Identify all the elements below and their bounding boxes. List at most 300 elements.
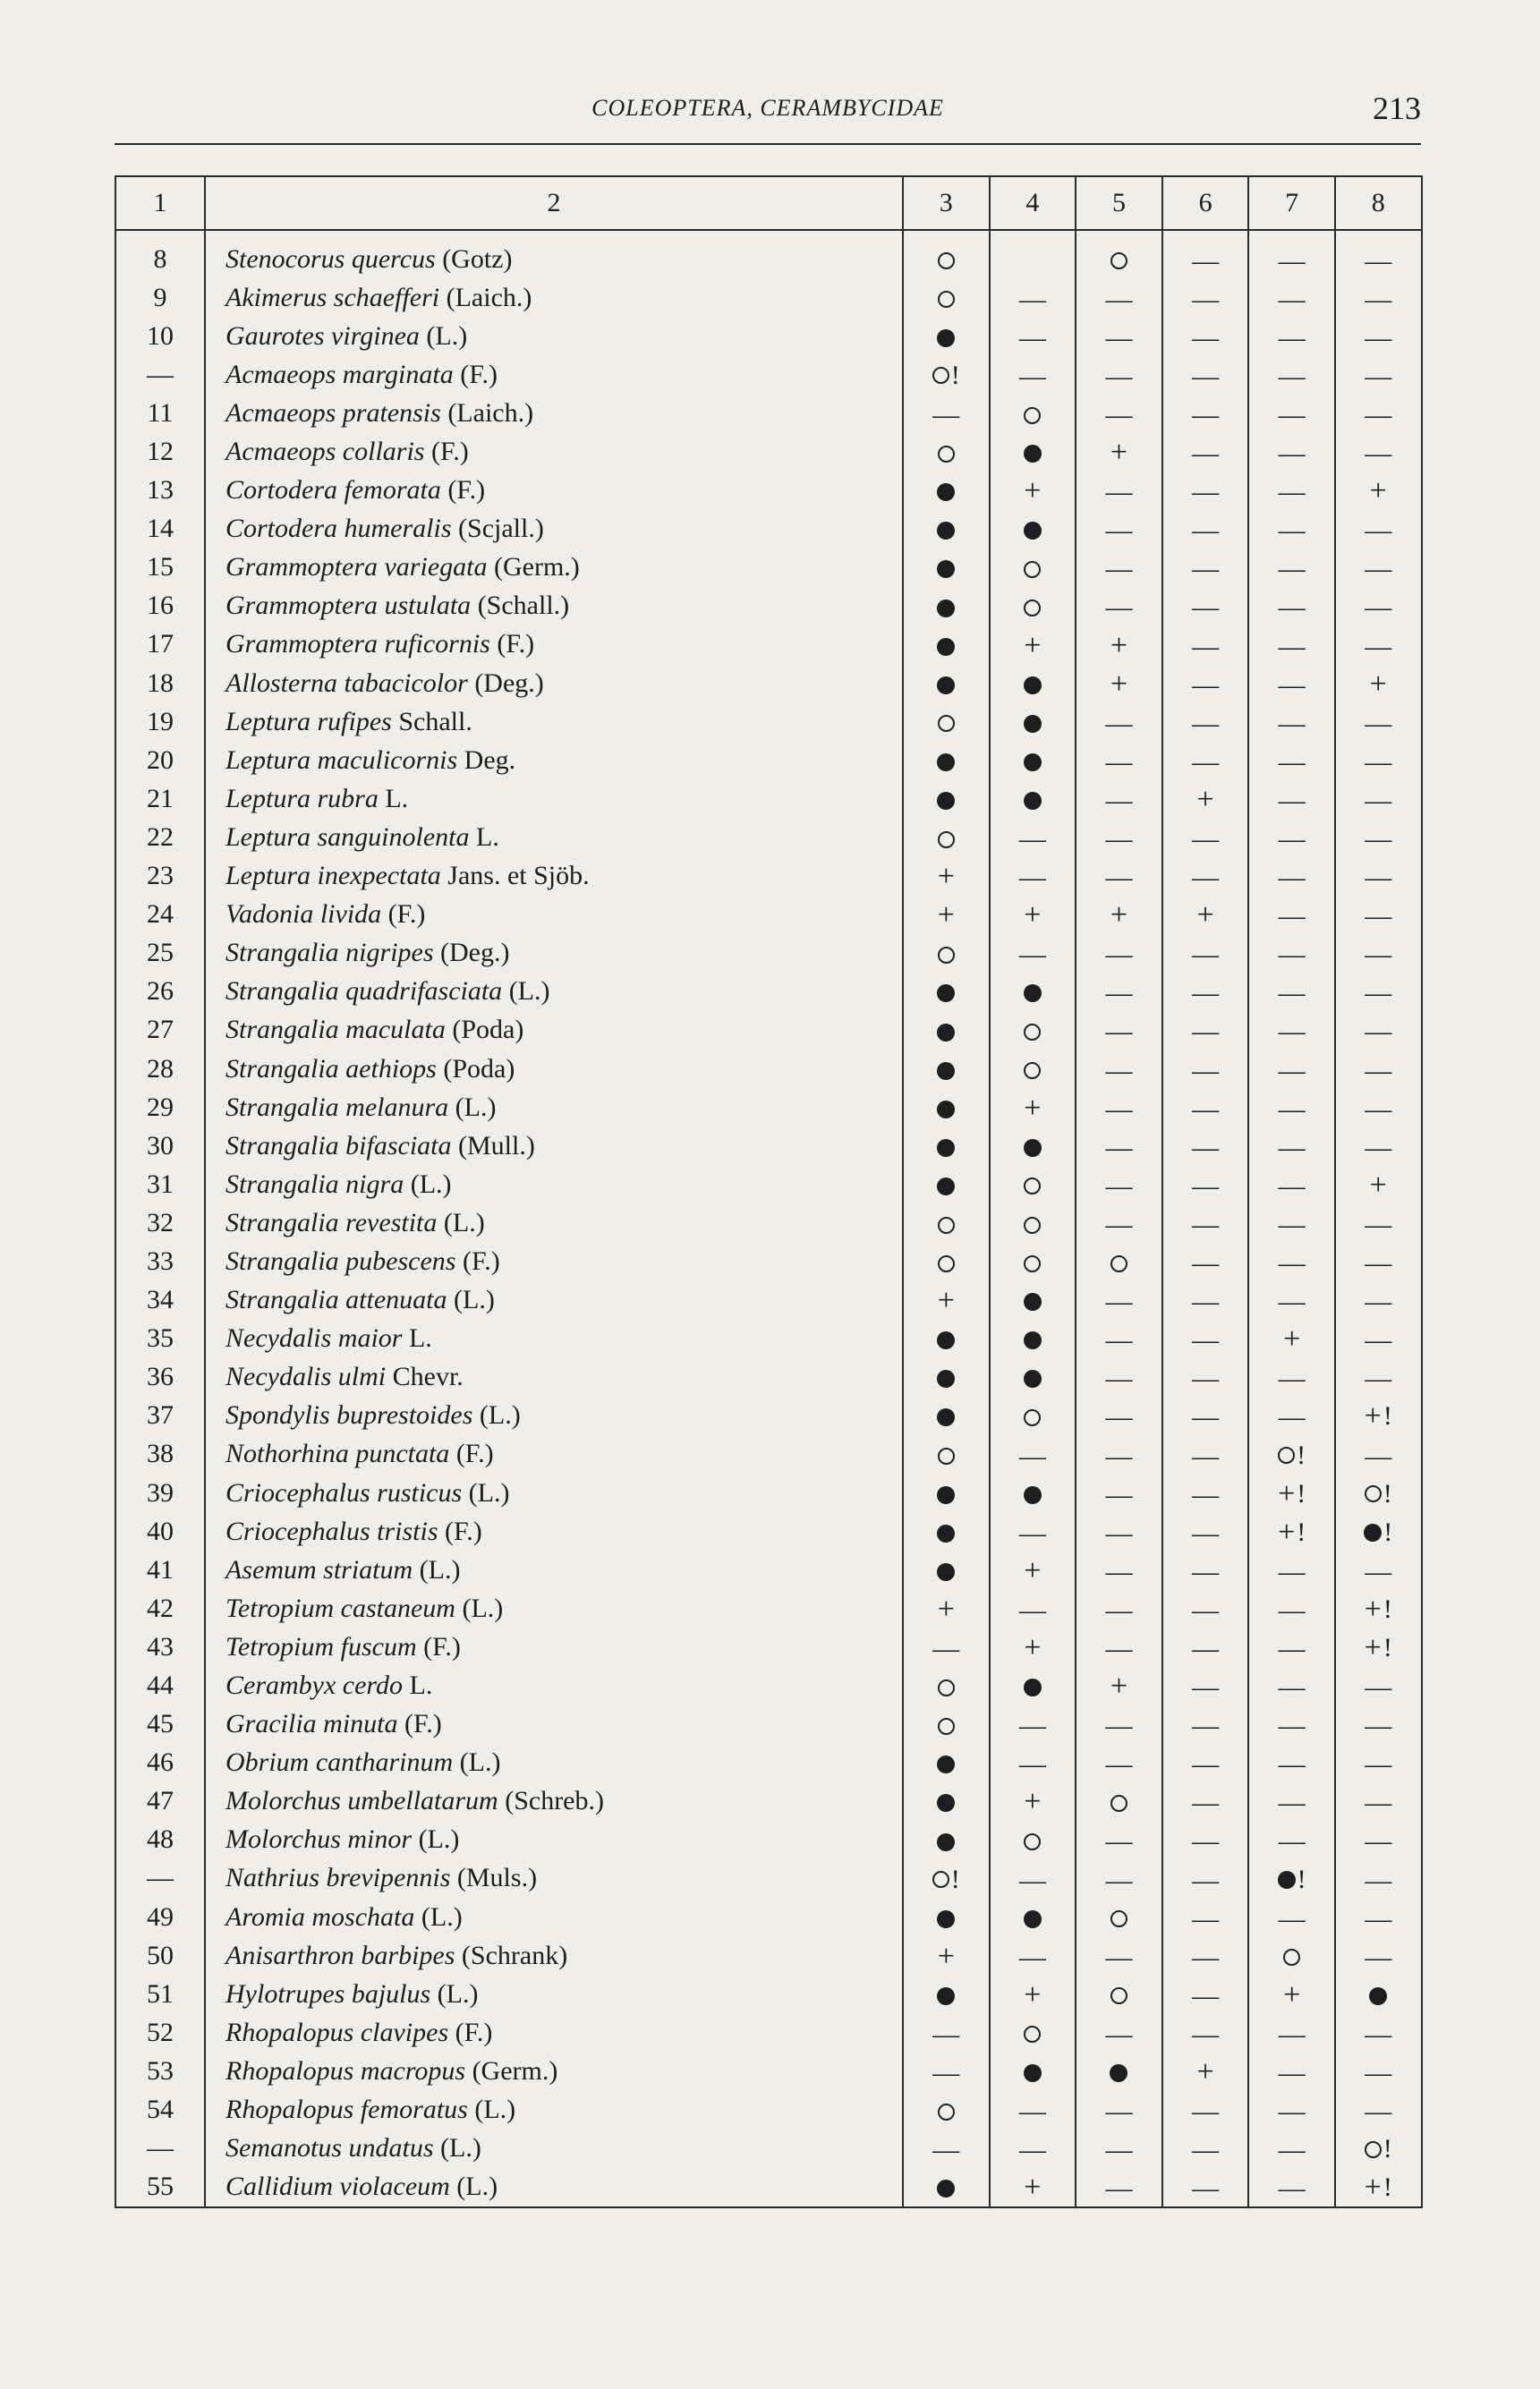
dash-mark: — bbox=[1278, 824, 1306, 854]
occurrence-mark-cell bbox=[1076, 1165, 1162, 1203]
occurrence-mark-cell bbox=[1248, 1126, 1335, 1165]
dash-mark: — bbox=[1365, 592, 1392, 623]
occurrence-mark-cell bbox=[990, 1512, 1076, 1551]
column-header: 2 bbox=[205, 176, 903, 230]
occurrence-mark-cell bbox=[1248, 664, 1335, 702]
dash-mark: — bbox=[1192, 939, 1220, 970]
dash-mark: — bbox=[1278, 2173, 1306, 2204]
open-circle-icon bbox=[932, 367, 949, 384]
occurrence-mark-cell bbox=[990, 432, 1076, 471]
open-circle-icon bbox=[1278, 1447, 1295, 1464]
dash-mark: — bbox=[1192, 1093, 1220, 1124]
occurrence-mark-cell bbox=[990, 1936, 1076, 1975]
dash-mark: — bbox=[1278, 1209, 1306, 1239]
filled-circle-icon bbox=[937, 984, 955, 1002]
occurrence-mark-cell bbox=[903, 472, 990, 510]
row-number: 14 bbox=[115, 510, 205, 548]
occurrence-mark-cell bbox=[1248, 548, 1335, 587]
species-author: (Schall.) bbox=[477, 591, 570, 621]
occurrence-mark-cell bbox=[1162, 625, 1249, 664]
occurrence-mark-cell bbox=[1076, 2168, 1162, 2207]
dash-mark: — bbox=[1192, 2135, 1220, 2165]
dash-mark: — bbox=[1192, 669, 1220, 700]
dash-mark: — bbox=[1278, 361, 1306, 391]
occurrence-mark-cell bbox=[1248, 741, 1335, 779]
row-number: 9 bbox=[115, 278, 205, 317]
filled-circle-icon bbox=[937, 1910, 955, 1928]
filled-circle-icon bbox=[937, 1331, 955, 1349]
dash-mark: — bbox=[1365, 1711, 1392, 1741]
open-circle-icon bbox=[1283, 1949, 1300, 1966]
row-number: 15 bbox=[115, 548, 205, 587]
species-author: (Schreb.) bbox=[505, 1786, 604, 1816]
occurrence-mark-cell bbox=[1162, 1936, 1249, 1975]
occurrence-mark-cell bbox=[1248, 587, 1335, 625]
occurrence-mark-cell bbox=[903, 857, 990, 896]
row-number: 46 bbox=[115, 1744, 205, 1782]
occurrence-mark-cell bbox=[1076, 1320, 1162, 1358]
occurrence-mark-cell bbox=[1335, 1281, 1422, 1320]
species-name: Molorchus minor bbox=[225, 1824, 413, 1855]
species-name: Necydalis ulmi bbox=[225, 1362, 387, 1392]
row-number: 29 bbox=[115, 1088, 205, 1126]
occurrence-mark-cell bbox=[990, 818, 1076, 856]
filled-circle-icon bbox=[1024, 1139, 1042, 1157]
occurrence-mark-cell bbox=[990, 1821, 1076, 1859]
row-number: 38 bbox=[115, 1435, 205, 1474]
occurrence-mark-cell bbox=[903, 432, 990, 471]
species-name-cell bbox=[205, 1397, 903, 1435]
species-name-cell bbox=[205, 278, 903, 317]
occurrence-mark-cell bbox=[1335, 2013, 1422, 2052]
occurrence-mark-cell bbox=[1076, 1242, 1162, 1280]
plus-mark: + bbox=[1024, 898, 1042, 932]
occurrence-mark-cell bbox=[1335, 1859, 1422, 1898]
dash-mark: — bbox=[1192, 1633, 1220, 1663]
occurrence-mark-cell bbox=[903, 779, 990, 818]
occurrence-mark-cell bbox=[1162, 857, 1249, 896]
occurrence-mark-cell bbox=[903, 548, 990, 587]
row-number: 10 bbox=[115, 317, 205, 355]
dash-mark: — bbox=[1192, 2019, 1220, 2049]
row-number: 22 bbox=[115, 818, 205, 856]
occurrence-mark-cell bbox=[1248, 1474, 1335, 1512]
occurrence-mark-cell bbox=[903, 1628, 990, 1666]
filled-circle-icon bbox=[937, 1139, 955, 1157]
occurrence-mark-cell bbox=[1335, 355, 1422, 394]
dash-mark: — bbox=[1278, 2058, 1306, 2087]
species-name-cell bbox=[205, 548, 903, 587]
occurrence-mark-cell bbox=[903, 934, 990, 973]
table-row bbox=[115, 1474, 1422, 1512]
species-author: (F.) bbox=[455, 2017, 493, 2047]
species-author: (L.) bbox=[421, 1901, 463, 1932]
dash-mark: — bbox=[1018, 1518, 1046, 1548]
dash-mark: — bbox=[1278, 939, 1306, 970]
table-row bbox=[115, 1088, 1422, 1126]
occurrence-mark-cell bbox=[1076, 548, 1162, 587]
occurrence-mark-cell bbox=[1162, 1435, 1249, 1474]
occurrence-mark-cell bbox=[1162, 818, 1249, 856]
occurrence-mark-cell bbox=[1248, 1821, 1335, 1859]
plus-mark: + bbox=[937, 860, 955, 894]
dash-mark: — bbox=[1105, 978, 1133, 1008]
row-number: 37 bbox=[115, 1397, 205, 1435]
occurrence-mark-cell bbox=[1248, 1551, 1335, 1589]
dash-mark: — bbox=[1105, 1865, 1133, 1895]
table-row bbox=[115, 1435, 1422, 1474]
occurrence-mark-cell bbox=[1162, 355, 1249, 394]
open-circle-icon bbox=[938, 446, 955, 463]
occurrence-mark-cell bbox=[990, 934, 1076, 973]
occurrence-mark-cell bbox=[1076, 1744, 1162, 1782]
species-name: Leptura rufipes bbox=[225, 706, 392, 736]
row-number: — bbox=[115, 1859, 205, 1898]
occurrence-mark-cell bbox=[1335, 2091, 1422, 2130]
occurrence-mark-cell bbox=[1162, 1859, 1249, 1898]
filled-circle-icon bbox=[937, 676, 955, 694]
dash-mark: — bbox=[1192, 708, 1220, 738]
species-name: Cerambyx cerdo bbox=[225, 1671, 403, 1701]
species-name-cell bbox=[205, 1551, 903, 1589]
dash-mark: — bbox=[932, 2058, 960, 2087]
table-row bbox=[115, 1203, 1422, 1242]
dash-mark: — bbox=[1192, 554, 1220, 584]
dash-mark: — bbox=[1278, 245, 1306, 276]
species-author: (L.) bbox=[437, 1978, 479, 2009]
filled-circle-icon bbox=[1364, 1524, 1382, 1542]
occurrence-mark-cell bbox=[1248, 1898, 1335, 1936]
open-circle-icon bbox=[1024, 561, 1041, 578]
occurrence-mark-cell bbox=[1335, 1512, 1422, 1551]
dash-mark: — bbox=[1365, 1093, 1392, 1124]
dash-mark: — bbox=[1365, 1749, 1392, 1780]
dash-mark: — bbox=[1192, 1556, 1220, 1586]
dash-mark: — bbox=[1105, 554, 1133, 584]
filled-circle-icon bbox=[1024, 522, 1042, 540]
occurrence-mark-cell bbox=[1248, 934, 1335, 973]
dash-mark: — bbox=[1192, 399, 1220, 429]
dash-mark: — bbox=[1365, 863, 1392, 893]
dash-mark: — bbox=[1192, 2173, 1220, 2204]
filled-circle-icon bbox=[1024, 1331, 1042, 1349]
dash-mark: — bbox=[1105, 746, 1133, 777]
occurrence-mark-cell bbox=[990, 1898, 1076, 1936]
dash-mark: — bbox=[1365, 284, 1392, 314]
filled-circle-icon bbox=[937, 329, 955, 347]
occurrence-mark-cell bbox=[990, 741, 1076, 779]
open-circle-icon bbox=[1365, 2141, 1382, 2158]
dash-mark: — bbox=[1192, 1826, 1220, 1857]
species-name-cell bbox=[205, 355, 903, 394]
dash-mark: — bbox=[1278, 1093, 1306, 1124]
occurrence-mark-cell bbox=[990, 1397, 1076, 1435]
species-name-cell bbox=[205, 1782, 903, 1821]
dash-mark: — bbox=[1018, 2135, 1046, 2165]
occurrence-mark-cell bbox=[1248, 2168, 1335, 2207]
occurrence-mark-cell bbox=[1335, 278, 1422, 317]
table-row bbox=[115, 317, 1422, 355]
occurrence-mark-cell bbox=[903, 394, 990, 432]
table-row bbox=[115, 779, 1422, 818]
species-name: Grammoptera variegata bbox=[225, 552, 488, 582]
species-name-cell bbox=[205, 1474, 903, 1512]
occurrence-mark-cell bbox=[990, 230, 1076, 278]
species-name-cell bbox=[205, 934, 903, 973]
species-name-cell bbox=[205, 625, 903, 664]
species-name: Akimerus schaefferi bbox=[225, 282, 440, 312]
exclamation-mark: ! bbox=[1383, 1517, 1393, 1547]
occurrence-mark-cell bbox=[1076, 1859, 1162, 1898]
row-number: 25 bbox=[115, 934, 205, 973]
row-number: 31 bbox=[115, 1165, 205, 1203]
table-row bbox=[115, 934, 1422, 973]
occurrence-mark-cell bbox=[1335, 1358, 1422, 1397]
occurrence-mark-cell bbox=[1162, 1203, 1249, 1242]
dash-mark: — bbox=[1365, 438, 1392, 469]
occurrence-mark-cell bbox=[903, 1165, 990, 1203]
dash-mark: — bbox=[1278, 1170, 1306, 1201]
occurrence-mark-cell bbox=[903, 510, 990, 548]
occurrence-mark-cell bbox=[1248, 1512, 1335, 1551]
occurrence-mark-cell bbox=[1076, 741, 1162, 779]
species-author: (L.) bbox=[508, 976, 550, 1007]
row-number: 52 bbox=[115, 2013, 205, 2052]
column-header: 4 bbox=[990, 176, 1076, 230]
filled-circle-icon bbox=[1369, 1987, 1387, 2005]
open-circle-icon bbox=[1110, 252, 1127, 269]
species-name-cell bbox=[205, 1088, 903, 1126]
row-number: 33 bbox=[115, 1242, 205, 1280]
row-number: 45 bbox=[115, 1705, 205, 1744]
occurrence-mark-cell bbox=[1076, 1975, 1162, 2013]
row-number: 21 bbox=[115, 779, 205, 818]
occurrence-mark-cell bbox=[1248, 2091, 1335, 2130]
species-table bbox=[115, 175, 1423, 2208]
species-name: Spondylis buprestoides bbox=[225, 1400, 473, 1431]
dash-mark: — bbox=[1105, 1016, 1133, 1047]
occurrence-mark-cell bbox=[1248, 2013, 1335, 2052]
dash-mark: — bbox=[1018, 1711, 1046, 1741]
open-circle-icon bbox=[1024, 1255, 1041, 1272]
dash-mark: — bbox=[1365, 1016, 1392, 1047]
occurrence-mark-cell bbox=[1162, 510, 1249, 548]
occurrence-mark-cell bbox=[1076, 510, 1162, 548]
species-name: Acmaeops pratensis bbox=[225, 397, 441, 428]
occurrence-mark-cell bbox=[1162, 1165, 1249, 1203]
species-name: Acmaeops marginata bbox=[225, 359, 454, 389]
row-number: 12 bbox=[115, 432, 205, 471]
species-author: (F.) bbox=[445, 1516, 482, 1546]
species-author: Schall. bbox=[398, 706, 472, 736]
species-author: (Germ.) bbox=[472, 2055, 558, 2086]
dash-mark: — bbox=[932, 2019, 960, 2049]
occurrence-mark-cell bbox=[1335, 1050, 1422, 1088]
table-row bbox=[115, 1551, 1422, 1589]
occurrence-mark-cell bbox=[1335, 2130, 1422, 2168]
occurrence-mark-cell bbox=[1335, 1936, 1422, 1975]
open-circle-icon bbox=[938, 2104, 955, 2121]
species-author: (L.) bbox=[474, 2095, 516, 2125]
dash-mark: — bbox=[1105, 708, 1133, 738]
occurrence-mark-cell bbox=[1335, 1126, 1422, 1165]
species-author: (L.) bbox=[419, 1554, 461, 1585]
species-author: (F.) bbox=[447, 475, 486, 506]
open-circle-icon bbox=[1024, 1062, 1041, 1079]
species-name-cell bbox=[205, 896, 903, 934]
dash-mark: — bbox=[1192, 361, 1220, 391]
occurrence-mark-cell bbox=[990, 1705, 1076, 1744]
occurrence-mark-cell bbox=[1248, 1242, 1335, 1280]
occurrence-mark-cell bbox=[1162, 1821, 1249, 1859]
dash-mark: — bbox=[1365, 1441, 1392, 1471]
occurrence-mark-cell bbox=[990, 1011, 1076, 1050]
dash-mark: — bbox=[1105, 1209, 1133, 1239]
occurrence-mark-cell bbox=[1076, 278, 1162, 317]
dash-mark: — bbox=[1018, 2096, 1046, 2127]
occurrence-mark-cell bbox=[990, 1859, 1076, 1898]
open-circle-icon bbox=[1024, 1409, 1041, 1426]
occurrence-mark-cell bbox=[1248, 510, 1335, 548]
occurrence-mark-cell bbox=[903, 1242, 990, 1280]
filled-circle-icon bbox=[937, 1370, 955, 1388]
dash-mark: — bbox=[1278, 746, 1306, 777]
occurrence-mark-cell bbox=[1076, 896, 1162, 934]
species-name-cell bbox=[205, 702, 903, 741]
dash-mark: — bbox=[1278, 1556, 1306, 1586]
dash-mark: — bbox=[1278, 1364, 1306, 1394]
occurrence-mark-cell bbox=[990, 702, 1076, 741]
table-header-row bbox=[115, 176, 1422, 230]
species-name: Strangalia revestita bbox=[225, 1207, 438, 1237]
row-number: 42 bbox=[115, 1589, 205, 1628]
row-number: 41 bbox=[115, 1551, 205, 1589]
running-head bbox=[115, 89, 1421, 143]
open-circle-icon bbox=[1024, 599, 1041, 616]
dash-mark: — bbox=[1365, 554, 1392, 584]
row-number: 48 bbox=[115, 1821, 205, 1859]
plus-mark: + bbox=[937, 898, 955, 932]
dash-mark: — bbox=[1105, 361, 1133, 391]
species-author: (Laich.) bbox=[446, 282, 532, 312]
species-author: (L.) bbox=[462, 1593, 504, 1623]
table-row bbox=[115, 2168, 1422, 2207]
dash-mark: — bbox=[1278, 2135, 1306, 2165]
occurrence-mark-cell bbox=[1248, 1859, 1335, 1898]
species-name-cell bbox=[205, 1628, 903, 1666]
dash-mark: — bbox=[1192, 515, 1220, 546]
species-name-cell bbox=[205, 2052, 903, 2090]
occurrence-mark-cell bbox=[903, 896, 990, 934]
species-name: Strangalia attenuata bbox=[225, 1285, 447, 1315]
dash-mark: — bbox=[1105, 2135, 1133, 2165]
filled-circle-icon bbox=[937, 560, 955, 578]
occurrence-mark-cell bbox=[903, 1397, 990, 1435]
plus-mark: + bbox=[1024, 1091, 1042, 1125]
plus-mark: + bbox=[1196, 782, 1214, 816]
dash-mark: — bbox=[1192, 284, 1220, 314]
occurrence-mark-cell bbox=[1076, 1936, 1162, 1975]
occurrence-mark-cell bbox=[903, 1126, 990, 1165]
occurrence-mark-cell bbox=[903, 664, 990, 702]
row-number: 51 bbox=[115, 1975, 205, 2013]
occurrence-mark-cell bbox=[1335, 1165, 1422, 1203]
species-name: Stenocorus quercus bbox=[225, 243, 436, 274]
plus-mark: + bbox=[1110, 628, 1128, 662]
occurrence-mark-cell bbox=[990, 317, 1076, 355]
plus-mark: + bbox=[1369, 474, 1387, 508]
occurrence-mark-cell bbox=[990, 1628, 1076, 1666]
table-row bbox=[115, 1975, 1422, 2013]
occurrence-mark-cell bbox=[1335, 818, 1422, 856]
occurrence-mark-cell bbox=[1248, 702, 1335, 741]
occurrence-mark-cell bbox=[1335, 1821, 1422, 1859]
occurrence-mark-cell bbox=[903, 317, 990, 355]
dash-mark: — bbox=[1278, 669, 1306, 700]
occurrence-mark-cell bbox=[1076, 973, 1162, 1011]
table-row bbox=[115, 1936, 1422, 1975]
dash-mark: — bbox=[1365, 1826, 1392, 1857]
occurrence-mark-cell bbox=[1162, 317, 1249, 355]
table-row bbox=[115, 1705, 1422, 1744]
occurrence-mark-cell bbox=[1162, 1474, 1249, 1512]
occurrence-mark-cell bbox=[1162, 1782, 1249, 1821]
dash-mark: — bbox=[1192, 1441, 1220, 1471]
dash-mark: — bbox=[1105, 2019, 1133, 2049]
occurrence-mark-cell bbox=[1248, 317, 1335, 355]
occurrence-mark-cell bbox=[1162, 2168, 1249, 2207]
species-author: L. bbox=[409, 1671, 433, 1701]
occurrence-mark-cell bbox=[1076, 1551, 1162, 1589]
table-row bbox=[115, 2052, 1422, 2090]
occurrence-mark-cell bbox=[1248, 1358, 1335, 1397]
filled-circle-icon bbox=[1024, 445, 1042, 463]
dash-mark: — bbox=[1365, 1132, 1392, 1162]
occurrence-mark-cell bbox=[1076, 1358, 1162, 1397]
plus-mark: + bbox=[1110, 436, 1128, 470]
occurrence-mark-cell bbox=[903, 1975, 990, 2013]
species-name: Necydalis maior bbox=[225, 1323, 403, 1354]
species-name-cell bbox=[205, 1165, 903, 1203]
dash-mark: — bbox=[1365, 746, 1392, 777]
occurrence-mark-cell bbox=[1248, 1050, 1335, 1088]
column-header: 5 bbox=[1076, 176, 1162, 230]
occurrence-mark-cell bbox=[903, 1512, 990, 1551]
occurrence-mark-cell bbox=[903, 1435, 990, 1474]
plus-mark: + bbox=[1369, 1168, 1387, 1202]
occurrence-mark-cell bbox=[1248, 394, 1335, 432]
row-number: 50 bbox=[115, 1936, 205, 1975]
dash-mark: — bbox=[1192, 2096, 1220, 2127]
species-name: Rhopalopus femoratus bbox=[225, 2095, 468, 2125]
filled-circle-icon bbox=[1024, 792, 1042, 810]
dash-mark: — bbox=[1192, 1711, 1220, 1741]
occurrence-mark-cell bbox=[1335, 1203, 1422, 1242]
species-name: Obrium cantharinum bbox=[225, 1747, 454, 1778]
occurrence-mark-cell bbox=[1162, 2091, 1249, 2130]
dash-mark: — bbox=[1365, 1248, 1392, 1279]
occurrence-mark-cell bbox=[903, 355, 990, 394]
occurrence-mark-cell bbox=[990, 664, 1076, 702]
species-author: (L.) bbox=[479, 1400, 521, 1431]
exclamation-mark: ! bbox=[1383, 2172, 1392, 2203]
occurrence-mark-cell bbox=[1248, 896, 1335, 934]
occurrence-mark-cell bbox=[903, 2052, 990, 2090]
species-author: (L.) bbox=[456, 2172, 498, 2202]
species-name-cell bbox=[205, 1435, 903, 1474]
species-name-cell bbox=[205, 779, 903, 818]
occurrence-mark-cell bbox=[1162, 2013, 1249, 2052]
